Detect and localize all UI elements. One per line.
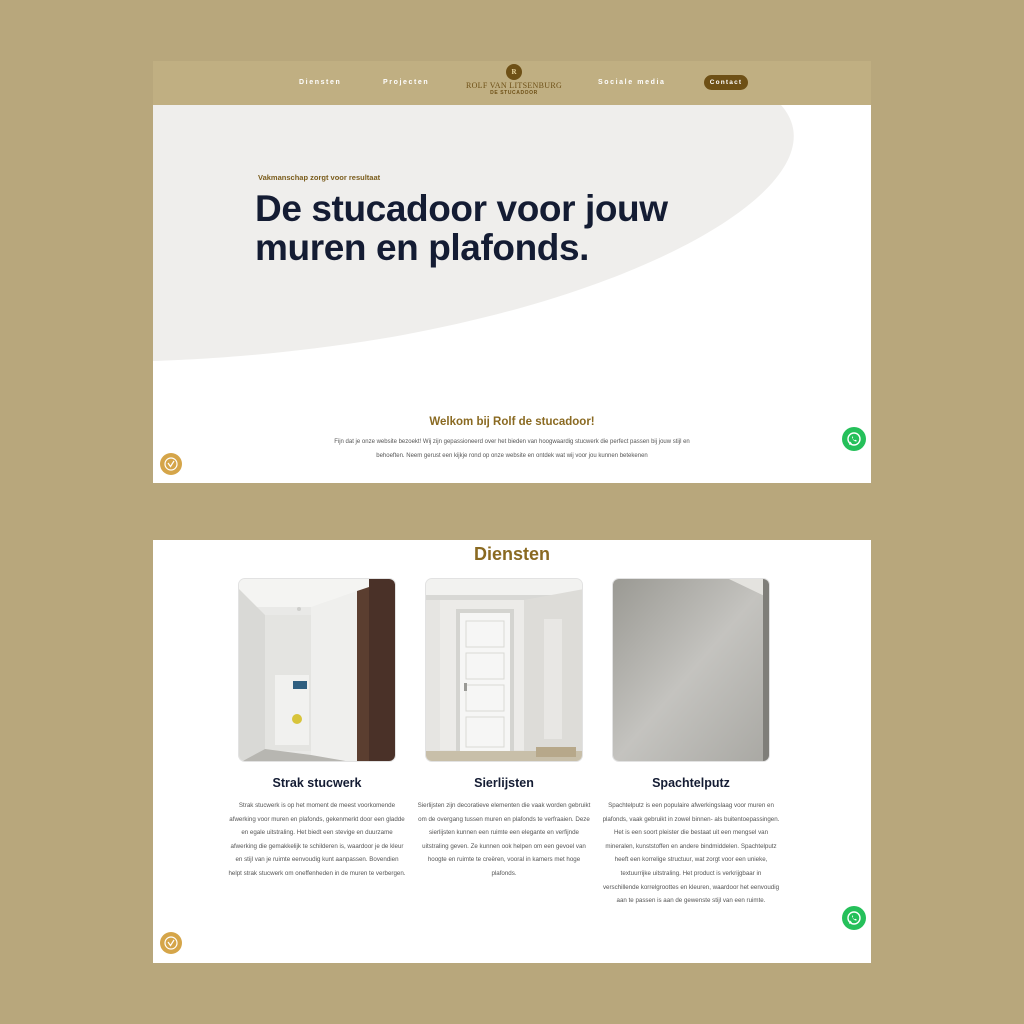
logo-name: ROLF VAN LITSENBURG bbox=[465, 81, 563, 90]
nav-link-projecten[interactable]: Projecten bbox=[383, 79, 430, 86]
welcome-title: Welkom bij Rolf de stucadoor! bbox=[429, 416, 595, 428]
service-image-sierlijsten bbox=[425, 578, 583, 762]
accessibility-button[interactable] bbox=[160, 453, 182, 475]
services-title: Diensten bbox=[473, 544, 551, 564]
service-title-spachtelputz: Spachtelputz bbox=[652, 776, 730, 790]
welcome-text: Fijn dat je onze website bezoekt! Wij zijn gepassioneerd over het bieden van hoogwaardig stucwerk die perfect passen bij jouw stijl en behoeften. Neem gerust een kijkje rond op onze website en ontdek wat wij voor jou kunnen betekenen bbox=[334, 439, 690, 459]
site-logo[interactable] bbox=[455, 64, 573, 96]
logo-mark: R bbox=[506, 64, 522, 80]
service-title-strak-stucwerk: Strak stucwerk bbox=[272, 776, 362, 790]
whatsapp-button[interactable] bbox=[842, 906, 866, 930]
logo-subtitle: DE STUCADOOR bbox=[490, 90, 538, 96]
service-text-strak-stucwerk: Strak stucwerk is op het moment de meest voorkomende afwerking voor muren en plafonds, gekenmerkt door een gladde en egale uitstraling. Het biedt een stevige en duurzame afwerking die gemakkelijk te schilderen is, waardoor je de kleur en stijl van je ruimte eenvoudig kunt aanpassen. Bovendien helpt strak stucwerk om oneffenheden in de muren te verbergen. bbox=[228, 802, 406, 877]
service-title-sierlijsten: Sierlijsten bbox=[474, 776, 534, 790]
service-image-strak-stucwerk bbox=[238, 578, 396, 762]
service-text-spachtelputz: Spachtelputz is een populaire afwerkingslaag voor muren en plafonds, vaak gebruikt in zowel binnen- als buitentoepassingen. Het is een soort pleister die bestaat uit een mengsel van mineralen, kunststoffen en andere bindmiddelen. Spachtelputz heeft een korrelige structuur, wat zorgt voor een unieke, textuurrijke uitstraling. Het product is verkrijgbaar in verschillende korrelgroottes en kleuren, waardoor het eenvoudig aan te passen is aan de gewenste stijl van een ruimte. bbox=[602, 802, 780, 905]
hero-title: De stucadoor voor jouw muren en plafonds. bbox=[255, 188, 668, 268]
site-header bbox=[153, 61, 871, 105]
nav-link-sociale-media[interactable]: Sociale media bbox=[598, 79, 666, 86]
accessibility-icon bbox=[164, 457, 178, 471]
service-image-spachtelputz bbox=[612, 578, 770, 762]
contact-button[interactable]: Contact bbox=[704, 75, 748, 90]
whatsapp-icon bbox=[846, 910, 862, 926]
service-text-sierlijsten: Sierlijsten zijn decoratieve elementen die vaak worden gebruikt om de overgang tussen muren en plafonds te verfraaien. Deze sierlijsten kunnen een ruimte een elegante en verfijnde uitstraling geven. Ze kunnen ook helpen om een gevoel van hoogte en ruimte te creëren, vooral in kamers met hoge plafonds. bbox=[417, 802, 591, 877]
accessibility-icon bbox=[164, 936, 178, 950]
services-screenshot bbox=[153, 540, 871, 963]
hero-eyebrow: Vakmanschap zorgt voor resultaat bbox=[258, 173, 381, 182]
nav-link-diensten[interactable]: Diensten bbox=[299, 79, 342, 86]
whatsapp-icon bbox=[846, 431, 862, 447]
whatsapp-button[interactable] bbox=[842, 427, 866, 451]
accessibility-button[interactable] bbox=[160, 932, 182, 954]
homepage-screenshot bbox=[153, 61, 871, 483]
